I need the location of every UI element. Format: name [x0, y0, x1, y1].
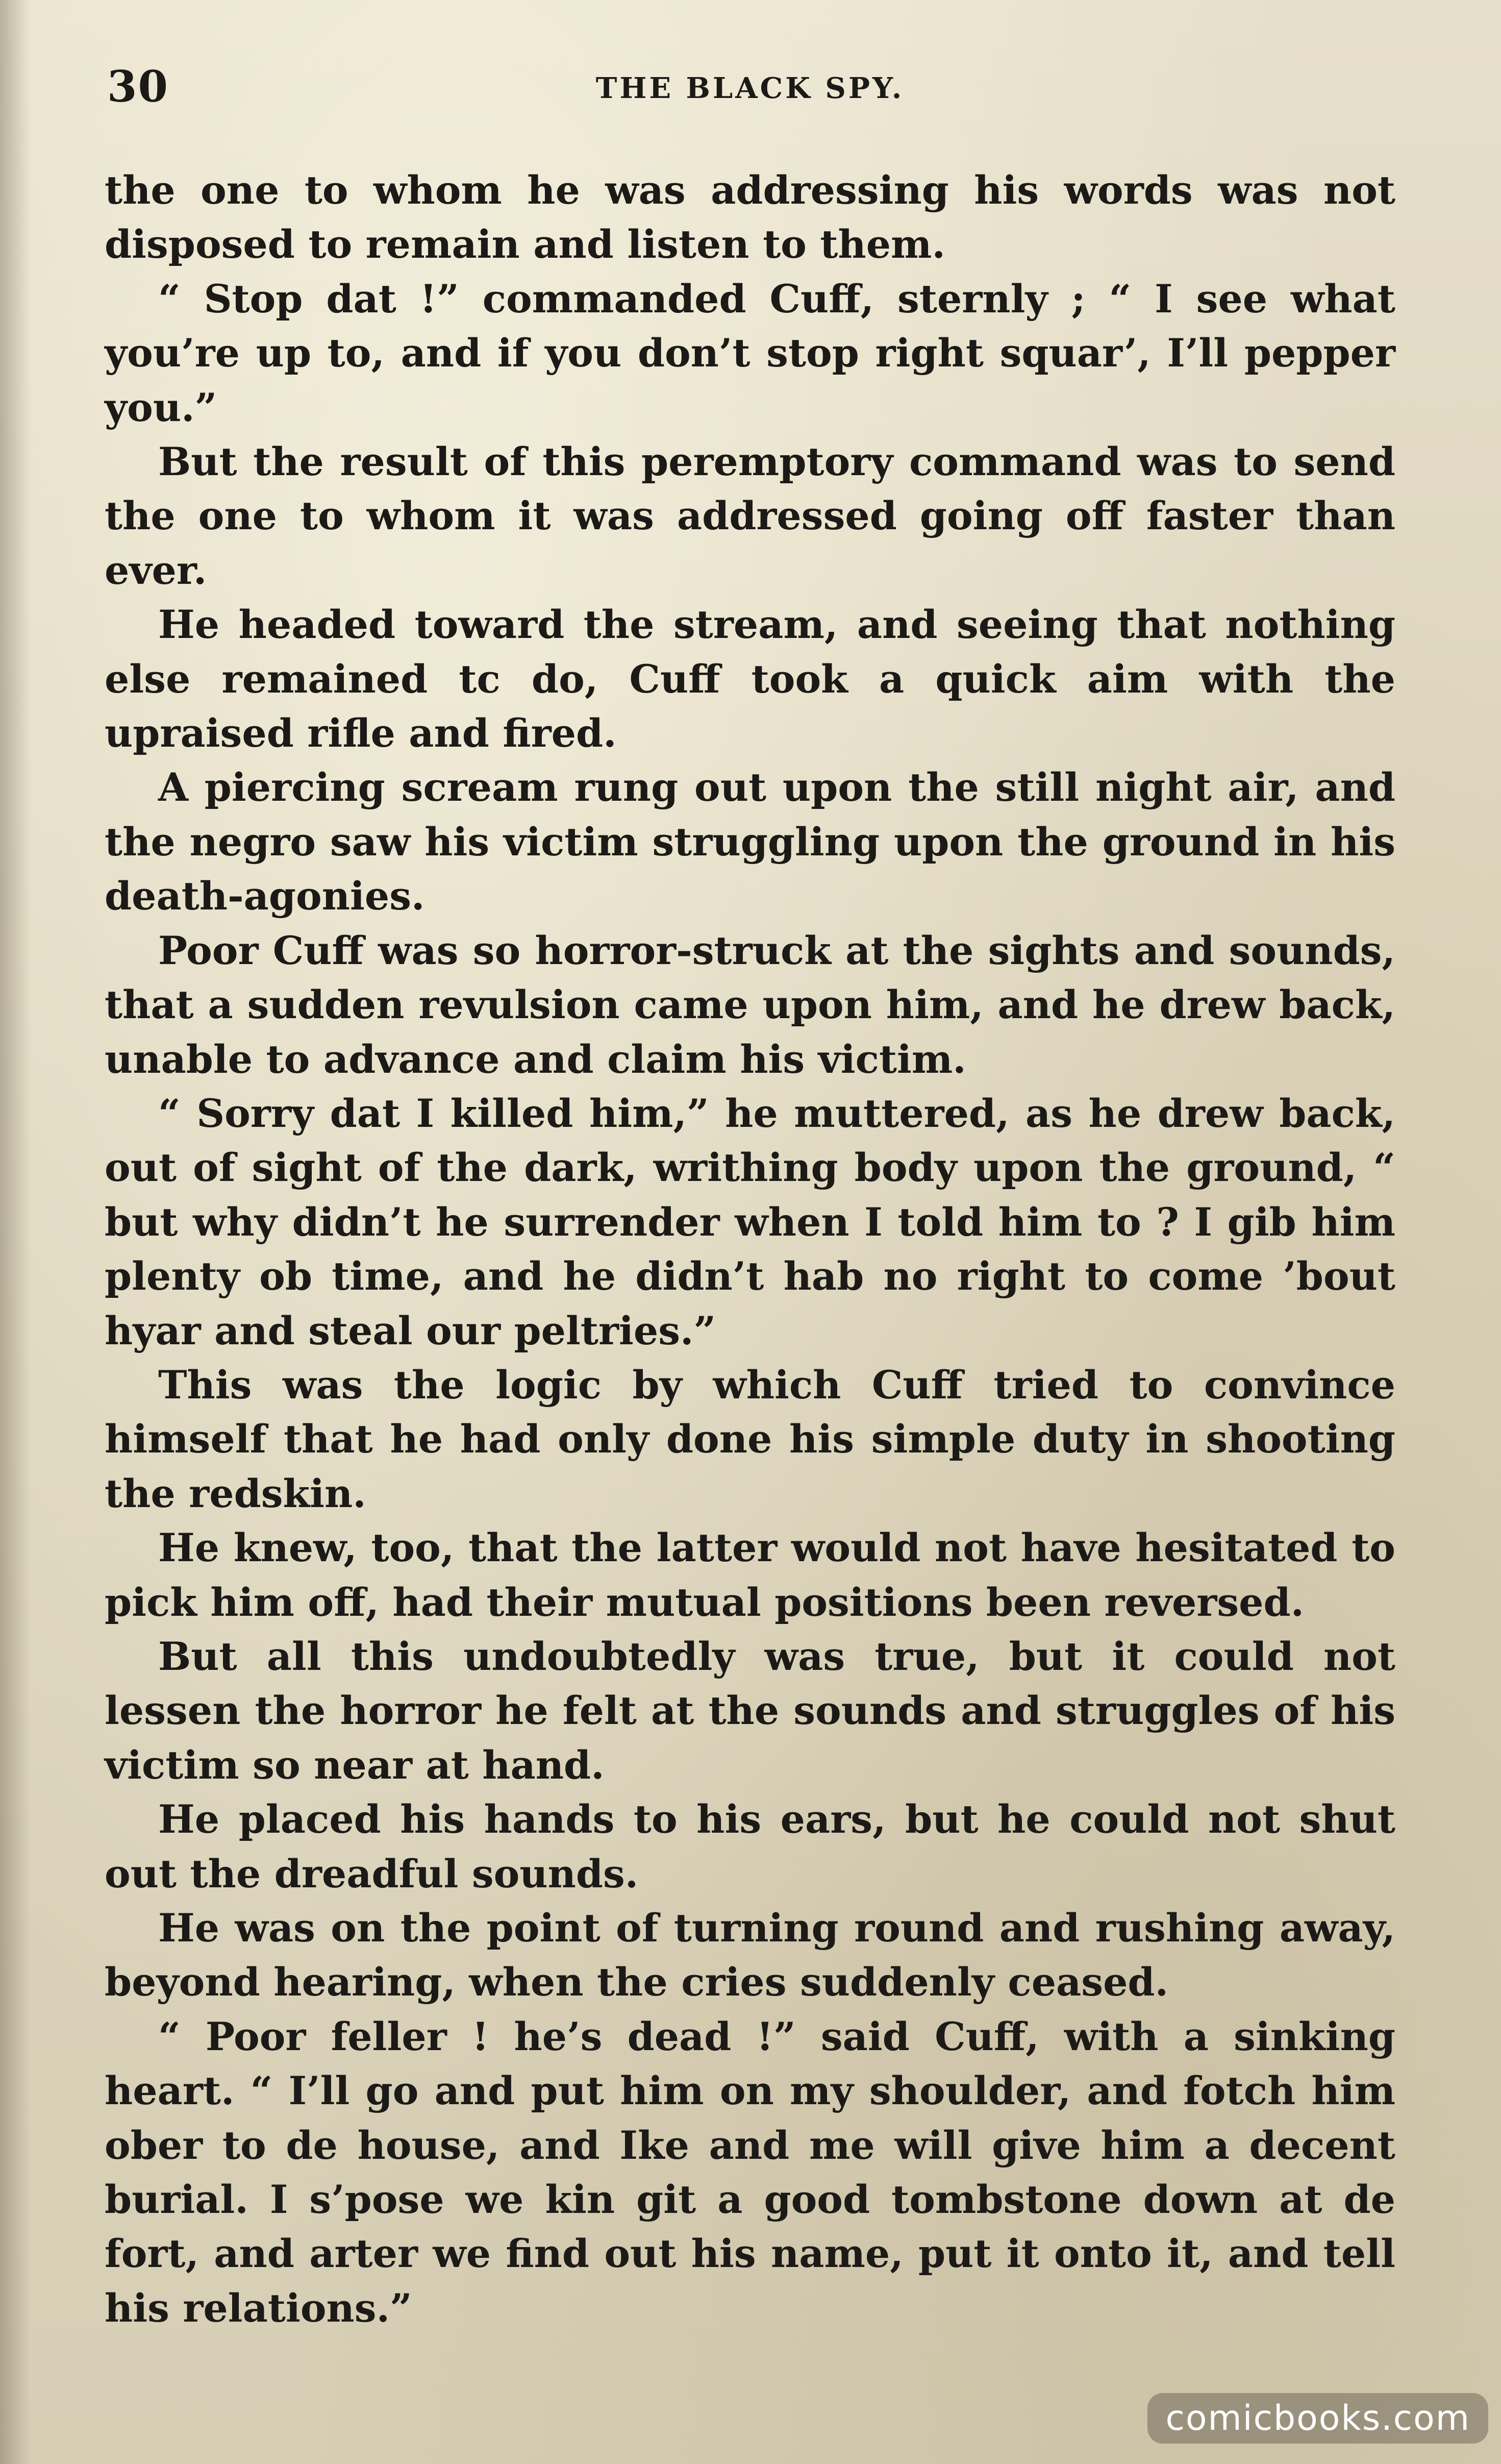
page-edge-shadow	[0, 0, 31, 2464]
running-head: THE BLACK SPY.	[595, 71, 905, 105]
page-header	[107, 56, 1393, 122]
paragraph: He placed his hands to his ears, but he could not shut out the dreadful sounds.	[105, 1796, 1395, 1896]
body-text	[105, 163, 1395, 2335]
paragraph: the one to whom he was addressing his words was not disposed to remain and listen to them.	[105, 167, 1395, 267]
paragraph: “ Sorry dat I killed him,” he muttered, as he drew back, out of sight of the dark, writhing body upon the ground, “ but why didn’t he surrender when I told him to ? I gib him plenty ob time, and he didn’t hab no right to come ’bout hyar and steal our peltries.”	[105, 1090, 1395, 1353]
paragraph: He headed toward the stream, and seeing that nothing else remained tc do, Cuff took a quick aim with the upraised rifle and fired.	[105, 602, 1395, 756]
page-number: 30	[107, 61, 169, 112]
paragraph: Poor Cuff was so horror-struck at the sights and sounds, that a sudden revulsion came upon him, and he drew back, unable to advance and claim his victim.	[105, 927, 1395, 1082]
paragraph: But all this undoubtedly was true, but it could not lessen the horror he felt at the sounds and struggles of his victim so near at hand.	[105, 1633, 1395, 1788]
watermark: comicbooks.com	[1147, 2393, 1488, 2444]
paragraph: “ Stop dat !” commanded Cuff, sternly ; “ I see what you’re up to, and if you don’t stop right squar’, I’ll pepper you.”	[105, 276, 1395, 430]
paragraph: But the result of this peremptory command was to send the one to whom it was addressed going off faster than ever.	[105, 439, 1395, 593]
paragraph: “ Poor feller ! he’s dead !” said Cuff, with a sinking heart. “ I’ll go and put him on my shoulder, and fotch him ober to de house, and Ike and me will give him a decent burial. I s’pose we kin git a good tombstone down at de fort, and arter we find out his name, put it onto it, and tell his relations.”	[105, 2013, 1395, 2331]
paragraph: He knew, too, that the latter would not have hesitated to pick him off, had their mutual positions been reversed.	[105, 1525, 1395, 1625]
paragraph: He was on the point of turning round and rushing away, beyond hearing, when the cries suddenly ceased.	[105, 1905, 1395, 2005]
paragraph: This was the logic by which Cuff tried to convince himself that he had only done his simple duty in shooting the redskin.	[105, 1362, 1395, 1516]
paragraph: A piercing scream rung out upon the still night air, and the negro saw his victim struggling upon the ground in his death-agonies.	[105, 765, 1395, 919]
